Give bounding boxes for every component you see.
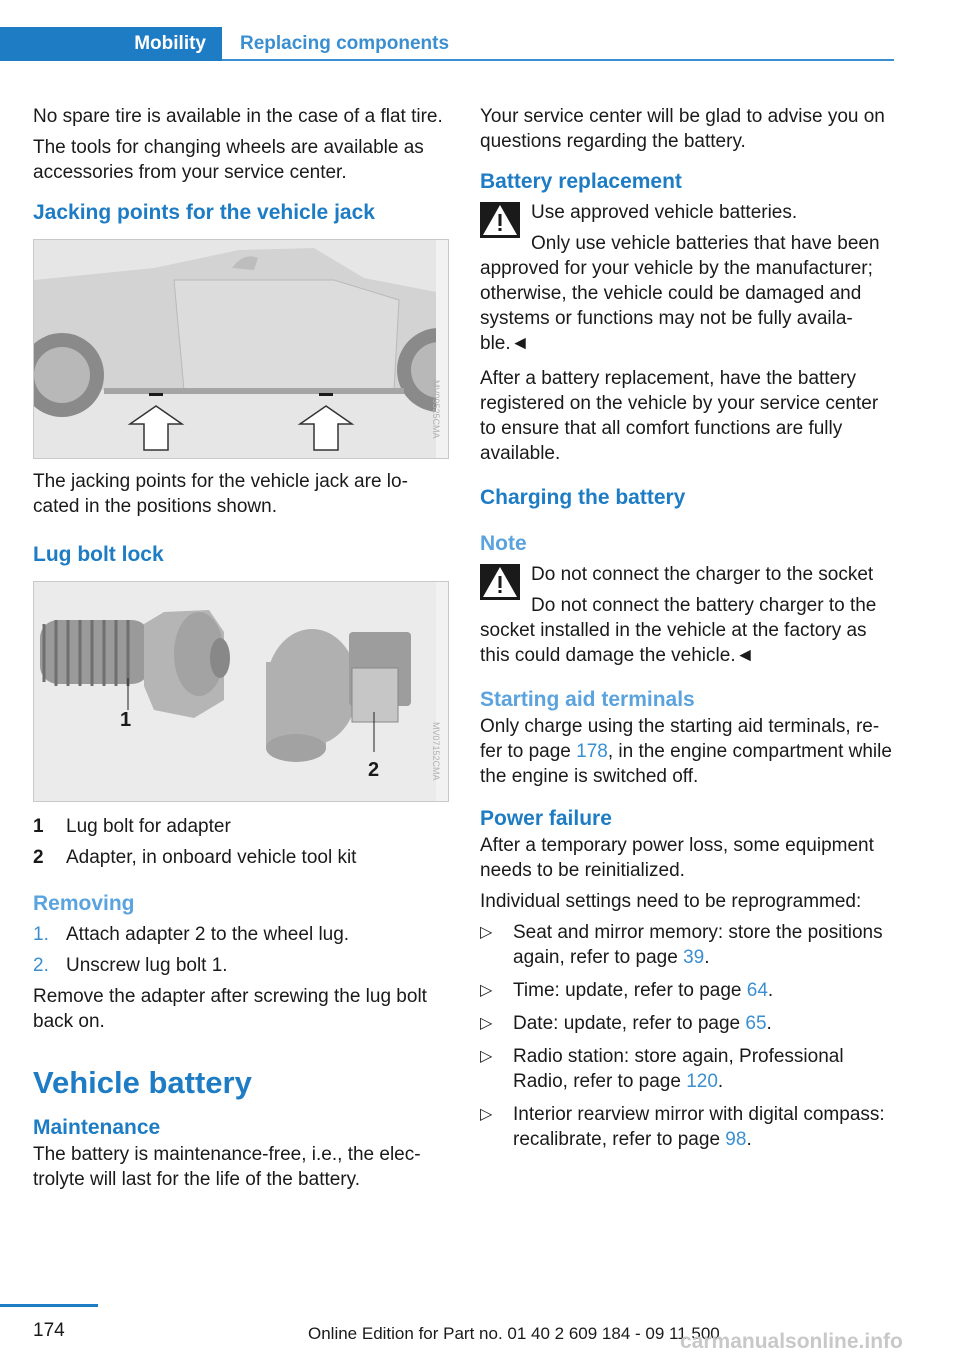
item-end: . bbox=[717, 1071, 724, 1092]
step-item bbox=[33, 922, 449, 947]
legend-item bbox=[33, 845, 449, 870]
warning-icon bbox=[480, 564, 520, 600]
item-end: . bbox=[746, 1129, 752, 1150]
edition-note: Online Edition for Part no. 01 40 2 609 184 - 09 11 500 bbox=[308, 1324, 720, 1343]
triangle-bullet-icon: ▷ bbox=[480, 982, 493, 999]
heading-jacking-points: Jacking points for the vehicle jack bbox=[33, 201, 375, 224]
item-end: . bbox=[767, 980, 774, 1001]
page-link[interactable]: 98 bbox=[725, 1129, 747, 1150]
legend-text: Lug bolt for adapter bbox=[66, 816, 231, 837]
legend-number: 1 bbox=[33, 816, 44, 837]
heading-lug-bolt-lock: Lug bolt lock bbox=[33, 543, 164, 566]
heading-starting-aid-terminals: Starting aid terminals bbox=[480, 688, 695, 711]
warning-title: Use approved vehicle batteries. bbox=[531, 202, 798, 223]
page-link[interactable]: 65 bbox=[745, 1013, 767, 1034]
warning-body: Only use vehicle batteries that have been approved for your vehicle by the manufacturer; otherwise, the vehicle could be damaged and systems or functions may not be fully availa-ble.◄ bbox=[480, 233, 880, 354]
page-link[interactable]: 64 bbox=[746, 980, 768, 1001]
paragraph-no-spare: No spare tire is available in the case of a flat tire. bbox=[33, 106, 443, 127]
heading-removing: Removing bbox=[33, 892, 135, 915]
page-header bbox=[0, 0, 960, 62]
paragraph-after-replacement: After a battery replacement, have the battery registered on the vehicle by your service center to ensure that all comfort functions are fully available. bbox=[480, 368, 879, 464]
paragraph-terminals bbox=[480, 714, 896, 789]
list-item bbox=[480, 920, 896, 970]
list-item bbox=[480, 1102, 896, 1152]
callout-label-2: 2 bbox=[368, 759, 380, 781]
item-text: Interior rearview mirror with digital compass: recalibrate, refer to page bbox=[513, 1104, 885, 1150]
paragraph-settings: Individual settings need to be reprogrammed: bbox=[480, 891, 862, 912]
step-text: Unscrew lug bolt 1. bbox=[66, 955, 228, 976]
page-link[interactable]: 39 bbox=[683, 947, 705, 968]
item-text: Radio station: store again, Professional Radio, refer to page bbox=[513, 1046, 844, 1092]
heading-battery-replacement: Battery replacement bbox=[480, 170, 682, 193]
paragraph-remove-adapter: Remove the adapter after screwing the lug bolt back on. bbox=[33, 986, 427, 1032]
right-column bbox=[480, 104, 896, 1160]
list-item bbox=[480, 1044, 896, 1094]
item-end: . bbox=[766, 1013, 772, 1034]
figure-jacking-points bbox=[33, 239, 449, 459]
heading-power-failure: Power failure bbox=[480, 807, 612, 830]
car-jacking-illustration bbox=[34, 240, 436, 459]
section-tab[interactable]: Mobility bbox=[0, 27, 222, 61]
text-fragment: , in the engine compartment while the engine is switched off. bbox=[480, 741, 892, 787]
removal-steps bbox=[33, 922, 449, 978]
page-link[interactable]: 178 bbox=[576, 741, 608, 762]
footer-rule bbox=[0, 1304, 98, 1307]
callout-label-1: 1 bbox=[120, 709, 132, 731]
figure-code: MV09525CMA bbox=[431, 380, 441, 439]
item-text: Time: update, refer to page bbox=[513, 980, 747, 1001]
triangle-bullet-icon: ▷ bbox=[480, 924, 493, 941]
paragraph-jacking: The jacking points for the vehicle jack are lo-cated in the positions shown. bbox=[33, 471, 408, 517]
page-number: 174 bbox=[33, 1320, 65, 1341]
legend-text: Adapter, in onboard vehicle tool kit bbox=[66, 847, 357, 868]
subsection-title[interactable]: Replacing components bbox=[222, 27, 894, 61]
lug-bolt-legend bbox=[33, 814, 449, 870]
paragraph-power-loss: After a temporary power loss, some equipment needs to be reinitialized. bbox=[480, 835, 874, 881]
item-text: Date: update, refer to page bbox=[513, 1013, 746, 1034]
list-item bbox=[480, 978, 896, 1003]
paragraph-service-center: Your service center will be glad to advise you on questions regarding the battery. bbox=[480, 106, 885, 152]
step-text: Attach adapter 2 to the wheel lug. bbox=[66, 924, 350, 945]
text-fragment: Only charge using the starting aid terminals, re-fer to page bbox=[480, 716, 880, 762]
warning-body: Do not connect the battery charger to the socket installed in the vehicle at the factory as this could damage the vehicle.◄ bbox=[480, 595, 877, 666]
heading-note: Note bbox=[480, 532, 527, 555]
heading-vehicle-battery: Vehicle battery bbox=[33, 1065, 252, 1100]
legend-item bbox=[33, 814, 449, 839]
warning-title: Do not connect the charger to the socket bbox=[531, 564, 874, 585]
paragraph-tools: The tools for changing wheels are available as accessories from your service center. bbox=[33, 137, 424, 183]
figure-lug-bolt bbox=[33, 581, 449, 802]
list-item bbox=[480, 1011, 896, 1036]
warning-icon bbox=[480, 202, 520, 238]
triangle-bullet-icon: ▷ bbox=[480, 1048, 493, 1065]
watermark: carmanualsonline.info bbox=[680, 1330, 903, 1353]
paragraph-maintenance: The battery is maintenance-free, i.e., the elec-trolyte will last for the life of the battery. bbox=[33, 1144, 421, 1190]
triangle-bullet-icon: ▷ bbox=[480, 1106, 493, 1123]
item-end: . bbox=[704, 947, 710, 968]
heading-charging: Charging the battery bbox=[480, 486, 686, 509]
legend-number: 2 bbox=[33, 847, 44, 868]
heading-maintenance: Maintenance bbox=[33, 1116, 161, 1139]
step-number: 2. bbox=[33, 955, 49, 976]
reprogram-list bbox=[480, 920, 896, 1152]
step-number: 1. bbox=[33, 924, 49, 945]
warning-socket bbox=[480, 562, 896, 587]
page-link[interactable]: 120 bbox=[686, 1071, 718, 1092]
step-item bbox=[33, 953, 449, 978]
warning-approved-batteries bbox=[480, 200, 896, 225]
item-text: Seat and mirror memory: store the positions again, refer to page bbox=[513, 922, 883, 968]
triangle-bullet-icon: ▷ bbox=[480, 1015, 493, 1032]
left-column bbox=[33, 104, 449, 1198]
figure-code: MV07152CMA bbox=[431, 722, 441, 781]
